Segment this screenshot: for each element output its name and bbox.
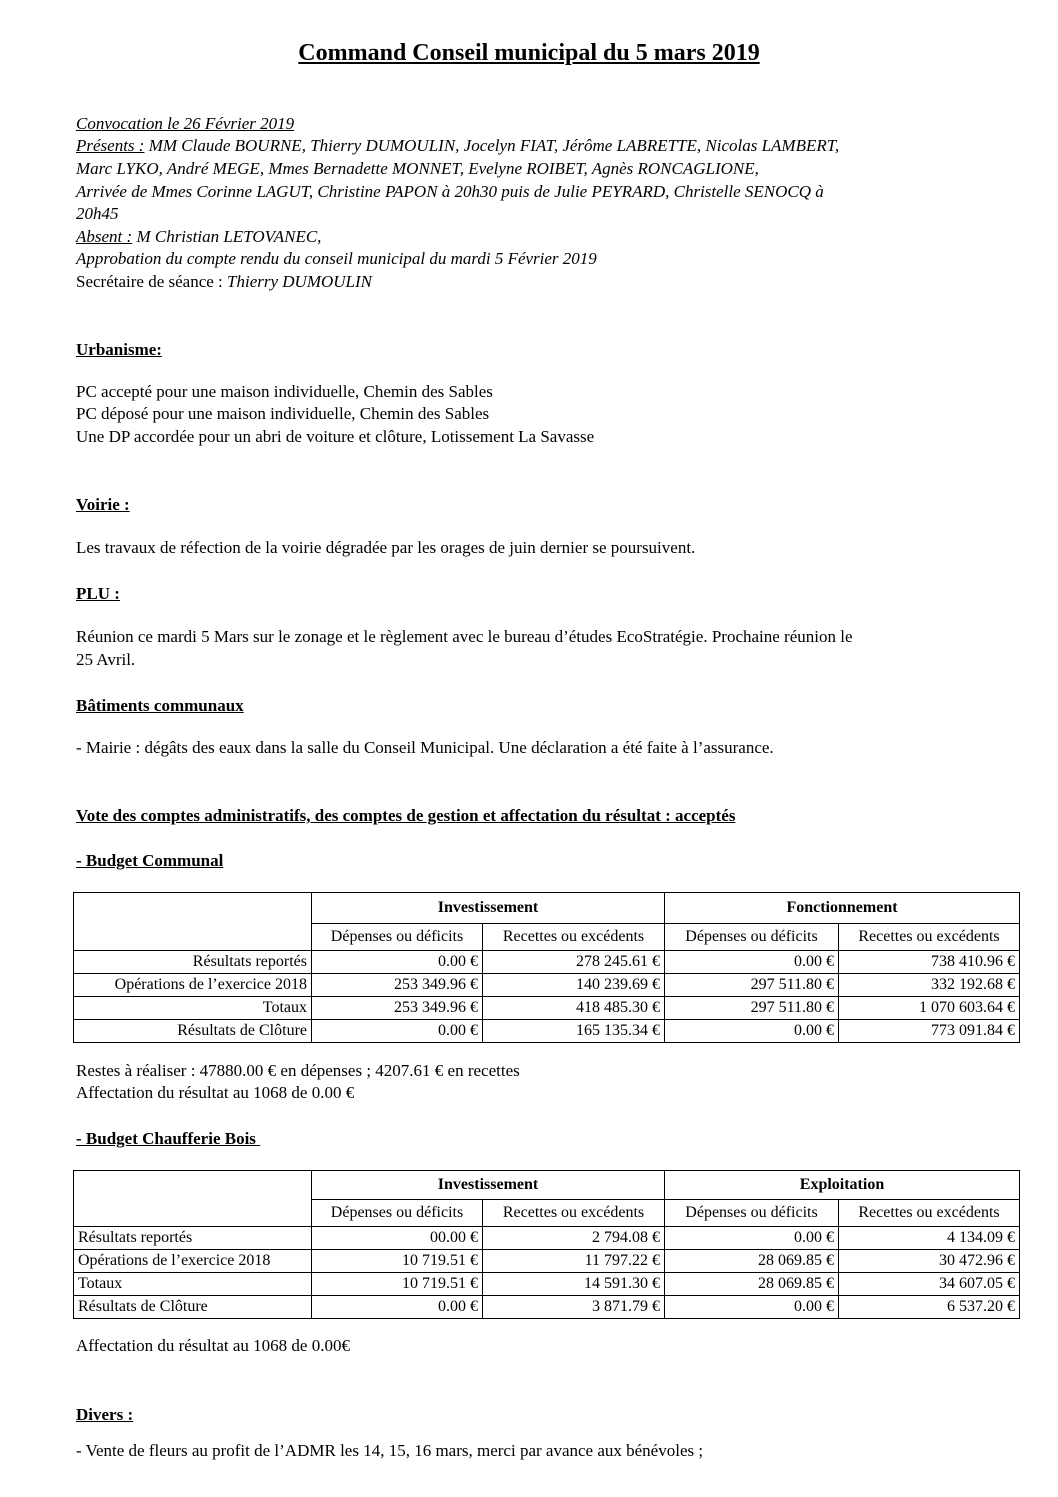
table-row <box>74 1227 1020 1250</box>
batiments-text: - Mairie : dégâts des eaux dans la salle du Conseil Municipal. Une déclaration a été faite à l’assurance. <box>76 738 774 757</box>
row-label: Résultats de Clôture <box>74 1296 312 1319</box>
row-label: Résultats de Clôture <box>74 1020 312 1043</box>
table-cell: 30 472.96 € <box>839 1250 1020 1273</box>
table-cell: 14 591.30 € <box>483 1273 665 1296</box>
column-header: Dépenses ou déficits <box>665 1200 839 1227</box>
table-header-row <box>74 1171 1020 1200</box>
table-cell: 0.00 € <box>312 1020 483 1043</box>
budget-communal-table <box>73 892 1020 1043</box>
table-cell: 418 485.30 € <box>483 997 665 1020</box>
urbanisme-item: PC déposé pour une maison individuelle, Chemin des Sables <box>76 404 490 423</box>
plu-text-line-1: Réunion ce mardi 5 Mars sur le zonage et le règlement avec le bureau d’études EcoStratégie. Prochaine réunion le <box>76 627 853 646</box>
batiments-heading: Bâtiments communaux <box>76 696 244 715</box>
row-label: Résultats reportés <box>74 1227 312 1250</box>
plu-text-line-2: 25 Avril. <box>76 650 136 669</box>
budget-communal-heading: - Budget Communal <box>76 851 224 870</box>
table-row <box>74 1020 1020 1043</box>
column-group-header: Fonctionnement <box>665 893 1020 924</box>
row-label: Résultats reportés <box>74 951 312 974</box>
table-cell: 1 070 603.64 € <box>839 997 1020 1020</box>
divers-text: - Vente de fleurs au profit de l’ADMR les 14, 15, 16 mars, merci par avance aux bénévoles ; <box>76 1441 704 1460</box>
row-label: Opérations de l’exercice 2018 <box>74 974 312 997</box>
table-cell: 11 797.22 € <box>483 1250 665 1273</box>
table-row <box>74 1296 1020 1319</box>
plu-heading: PLU : <box>76 584 120 603</box>
vote-heading: Vote des comptes administratifs, des comptes de gestion et affectation du résultat : acceptés <box>76 806 736 825</box>
table-cell: 0.00 € <box>665 1227 839 1250</box>
table-cell: 4 134.09 € <box>839 1227 1020 1250</box>
absent-label: Absent : <box>76 227 133 246</box>
row-label: Totaux <box>74 1273 312 1296</box>
presents-label: Présents : <box>76 136 145 155</box>
table-cell: 297 511.80 € <box>665 997 839 1020</box>
table-row <box>74 974 1020 997</box>
affectation-communal: Affectation du résultat au 1068 de 0.00 € <box>76 1083 355 1102</box>
urbanisme-heading: Urbanisme: <box>76 340 162 359</box>
table-cell: 0.00 € <box>665 951 839 974</box>
table-cell: 2 794.08 € <box>483 1227 665 1250</box>
table-cell: 28 069.85 € <box>665 1250 839 1273</box>
table-cell: 0.00 € <box>665 1296 839 1319</box>
table-cell: 297 511.80 € <box>665 974 839 997</box>
table-cell: 738 410.96 € <box>839 951 1020 974</box>
table-cell: 253 349.96 € <box>312 997 483 1020</box>
column-header: Recettes ou excédents <box>839 1200 1020 1227</box>
approbation-line: Approbation du compte rendu du conseil municipal du mardi 5 Février 2019 <box>76 249 597 268</box>
presents-line-1: Présents : MM Claude BOURNE, Thierry DUMOULIN, Jocelyn FIAT, Jérôme LABRETTE, Nicolas LAMBERT, <box>76 136 840 155</box>
table-cell: 773 091.84 € <box>839 1020 1020 1043</box>
row-label: Opérations de l’exercice 2018 <box>74 1250 312 1273</box>
presents-line-4: 20h45 <box>76 204 119 223</box>
column-header: Dépenses ou déficits <box>312 924 483 951</box>
table-cell: 6 537.20 € <box>839 1296 1020 1319</box>
voirie-heading: Voirie : <box>76 495 130 514</box>
column-header: Recettes ou excédents <box>483 924 665 951</box>
column-header: Recettes ou excédents <box>483 1200 665 1227</box>
table-cell: 0.00 € <box>312 951 483 974</box>
table-cell: 10 719.51 € <box>312 1250 483 1273</box>
table-row <box>74 997 1020 1020</box>
table-cell: 28 069.85 € <box>665 1273 839 1296</box>
column-header: Dépenses ou déficits <box>665 924 839 951</box>
column-group-header: Investissement <box>312 893 665 924</box>
presents-line-3: Arrivée de Mmes Corinne LAGUT, Christine PAPON à 20h30 puis de Julie PEYRARD, Christelle SENOCQ à <box>76 182 824 201</box>
secretaire-line: Secrétaire de séance : Thierry DUMOULIN <box>76 272 373 291</box>
restes-a-realiser: Restes à réaliser : 47880.00 € en dépenses ; 4207.61 € en recettes <box>76 1061 520 1080</box>
urbanisme-item: Une DP accordée pour un abri de voiture et clôture, Lotissement La Savasse <box>76 427 595 446</box>
table-row <box>74 1273 1020 1296</box>
budget-chaufferie-heading: - Budget Chaufferie Bois <box>76 1129 261 1148</box>
table-header-row <box>74 893 1020 924</box>
table-cell: 332 192.68 € <box>839 974 1020 997</box>
table-cell: 278 245.61 € <box>483 951 665 974</box>
table-cell: 10 719.51 € <box>312 1273 483 1296</box>
column-group-header: Investissement <box>312 1171 665 1200</box>
presents-line-2: Marc LYKO, André MEGE, Mmes Bernadette MONNET, Evelyne ROIBET, Agnès RONCAGLIONE, <box>76 159 759 178</box>
row-label: Totaux <box>74 997 312 1020</box>
table-cell: 34 607.05 € <box>839 1273 1020 1296</box>
page-title: Command Conseil municipal du 5 mars 2019 <box>298 40 760 66</box>
table-cell: 253 349.96 € <box>312 974 483 997</box>
table-row <box>74 1250 1020 1273</box>
voirie-text: Les travaux de réfection de la voirie dégradée par les orages de juin dernier se poursuivent. <box>76 538 696 557</box>
divers-heading: Divers : <box>76 1405 134 1424</box>
absent-line: Absent : M Christian LETOVANEC, <box>76 227 322 246</box>
table-cell: 0.00 € <box>312 1296 483 1319</box>
column-header: Recettes ou excédents <box>839 924 1020 951</box>
affectation-chaufferie: Affectation du résultat au 1068 de 0.00€ <box>76 1336 350 1355</box>
table-cell: 00.00 € <box>312 1227 483 1250</box>
table-cell: 3 871.79 € <box>483 1296 665 1319</box>
table-cell: 140 239.69 € <box>483 974 665 997</box>
convocation: Convocation le 26 Février 2019 <box>76 114 295 133</box>
column-header: Dépenses ou déficits <box>312 1200 483 1227</box>
table-cell: 0.00 € <box>665 1020 839 1043</box>
budget-chaufferie-table <box>73 1170 1020 1319</box>
urbanisme-item: PC accepté pour une maison individuelle, Chemin des Sables <box>76 382 493 401</box>
table-corner-cell <box>74 1171 312 1227</box>
table-corner-cell <box>74 893 312 951</box>
column-group-header: Exploitation <box>665 1171 1020 1200</box>
table-row <box>74 951 1020 974</box>
table-cell: 165 135.34 € <box>483 1020 665 1043</box>
